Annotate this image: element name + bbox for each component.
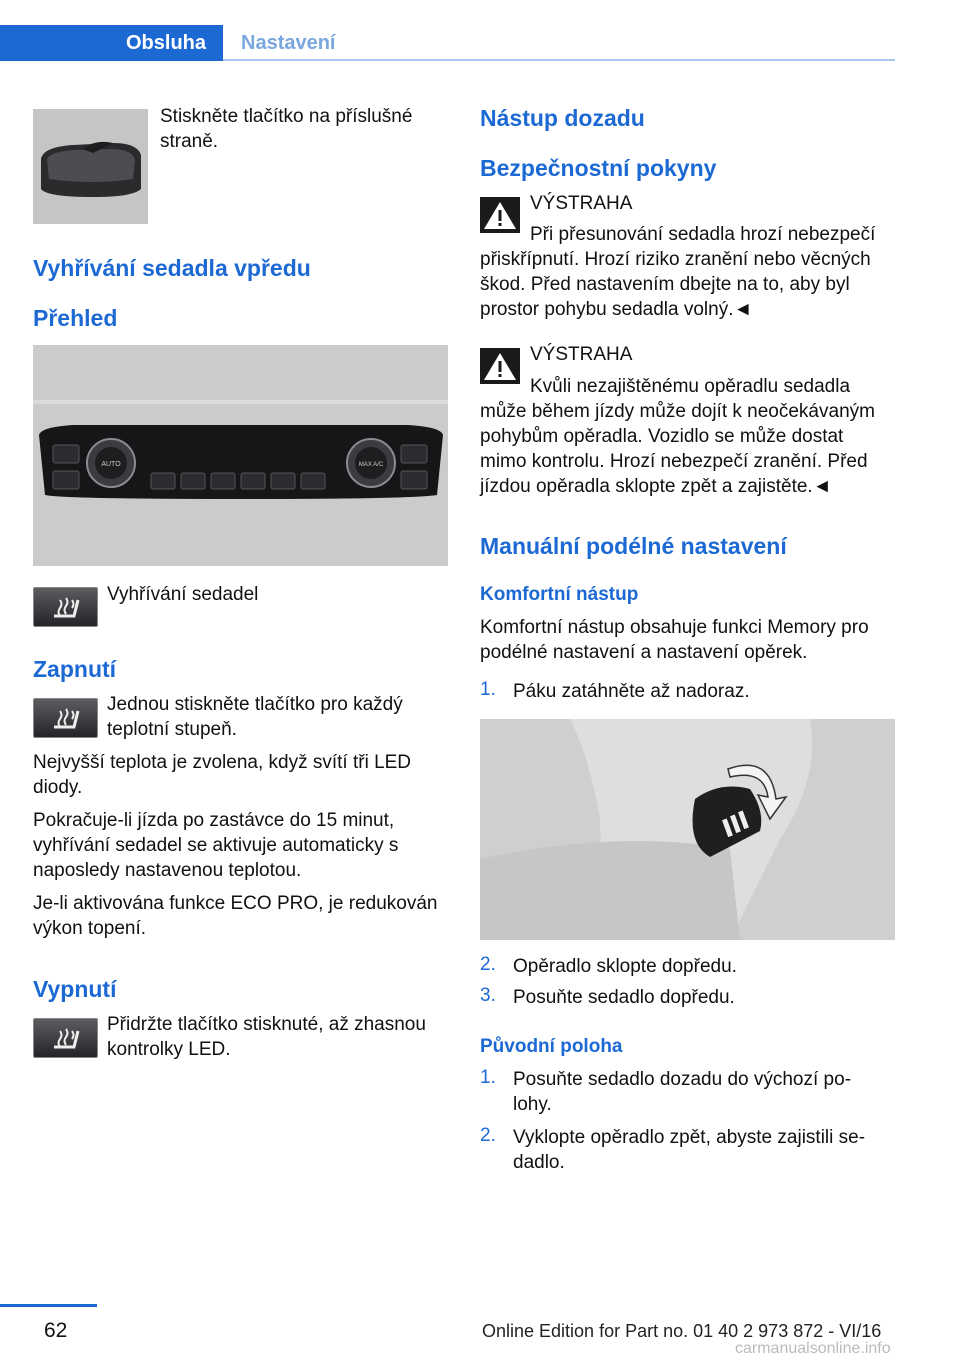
on-instruction: Jednou stiskněte tlačítko pro každý teplotní stupeň. bbox=[107, 694, 403, 740]
heading-comfort-entry: Komfortní nástup bbox=[480, 584, 639, 605]
tab-divider bbox=[223, 59, 895, 61]
warning-1-title: VÝSTRAHA bbox=[530, 193, 633, 214]
tab-obsluha[interactable]: Obsluha bbox=[0, 25, 223, 61]
seat-heating-on-icon bbox=[33, 698, 98, 738]
heading-manual-adjust: Manuální podélné nastavení bbox=[480, 533, 787, 559]
warning-2-title: VÝSTRAHA bbox=[530, 344, 633, 365]
seat-heating-icon bbox=[33, 587, 98, 627]
seat-lever-image bbox=[480, 719, 895, 940]
on-paragraph-2: Pokračuje-li jízda po zastávce do 15 minut, vyhřívání sedadel se aktivuje automaticky s naposledy nastavenou teplotou. bbox=[33, 810, 399, 881]
header-tabs bbox=[0, 25, 895, 61]
page-number: 62 bbox=[44, 1319, 68, 1342]
step-a-1-text: Páku zatáhněte až nadoraz. bbox=[513, 681, 750, 702]
step-a-1-number: 1. bbox=[480, 679, 496, 700]
heading-rear-entry: Nástup dozadu bbox=[480, 105, 645, 131]
panel-label-maxac: MAX A/C bbox=[358, 462, 384, 468]
step-b-2-text: Vyklopte opěradlo zpět, abyste zajistili sedadlo. bbox=[513, 1127, 866, 1173]
step-a-2-text: Opěradlo sklopte dopředu. bbox=[513, 956, 737, 977]
comfort-text: Komfortní nástup obsahuje funkci Memory pro podélné nastavení a nastavení opěrek. bbox=[480, 617, 869, 663]
seat-button-image bbox=[33, 109, 148, 224]
heading-off: Vypnutí bbox=[33, 976, 117, 1002]
seat-heating-off-icon bbox=[33, 1018, 98, 1058]
on-paragraph-3: Je-li aktivována funkce ECO PRO, je redukován výkon topení. bbox=[33, 893, 438, 939]
tab-nastaveni[interactable]: Nastavení bbox=[241, 31, 336, 54]
step-a-2-number: 2. bbox=[480, 954, 496, 975]
on-paragraph-1: Nejvyšší teplota je zvolena, když svítí tři LED diody. bbox=[33, 752, 412, 798]
footer-divider bbox=[0, 1304, 97, 1307]
heading-overview: Přehled bbox=[33, 305, 118, 331]
step-b-2-number: 2. bbox=[480, 1125, 496, 1146]
panel-label-auto: AUTO bbox=[101, 461, 121, 468]
heading-safety: Bezpečnostní pokyny bbox=[480, 155, 717, 181]
step-a-3-number: 3. bbox=[480, 985, 496, 1006]
heading-original-position: Původní poloha bbox=[480, 1036, 623, 1057]
step-b-1-number: 1. bbox=[480, 1067, 496, 1088]
off-instruction: Přidržte tlačítko stisknuté, až zhasnou kontrolky LED. bbox=[107, 1014, 426, 1060]
warning-2-text: Kvůli nezajištěnému opěradlu sedadla může během jízdy může dojít k neočekávaným pohybům opěradla. Vozidlo se může dostat mimo kontrolu. Hrozí nebezpečí zranění. Před jízdou opěradla sklopte zpět a zajistěte.◄ bbox=[480, 376, 875, 497]
intro-text: Stiskněte tlačítko na příslušné straně. bbox=[160, 106, 413, 152]
heading-on: Zapnutí bbox=[33, 656, 117, 682]
step-b-1-text: Posuňte sedadlo dozadu do výchozí polohy. bbox=[513, 1069, 852, 1115]
step-a-3-text: Posuňte sedadlo dopředu. bbox=[513, 987, 735, 1008]
seat-heating-label: Vyhřívání sedadel bbox=[107, 584, 259, 605]
watermark: carmanualsonline.info bbox=[735, 1340, 891, 1357]
heading-seat-heating: Vyhřívání sedadla vpředu bbox=[33, 255, 311, 281]
edition-info: Online Edition for Part no. 01 40 2 973 872 - VI/16 bbox=[482, 1321, 882, 1341]
climate-panel-image bbox=[33, 345, 448, 566]
warning-1-text: Při přesunování sedadla hrozí nebezpečí přiskřípnutí. Hrozí riziko zranění nebo věcných škod. Před nastavením dbejte na to, aby byl prostor pohybu sedadla volný.◄ bbox=[480, 224, 876, 320]
